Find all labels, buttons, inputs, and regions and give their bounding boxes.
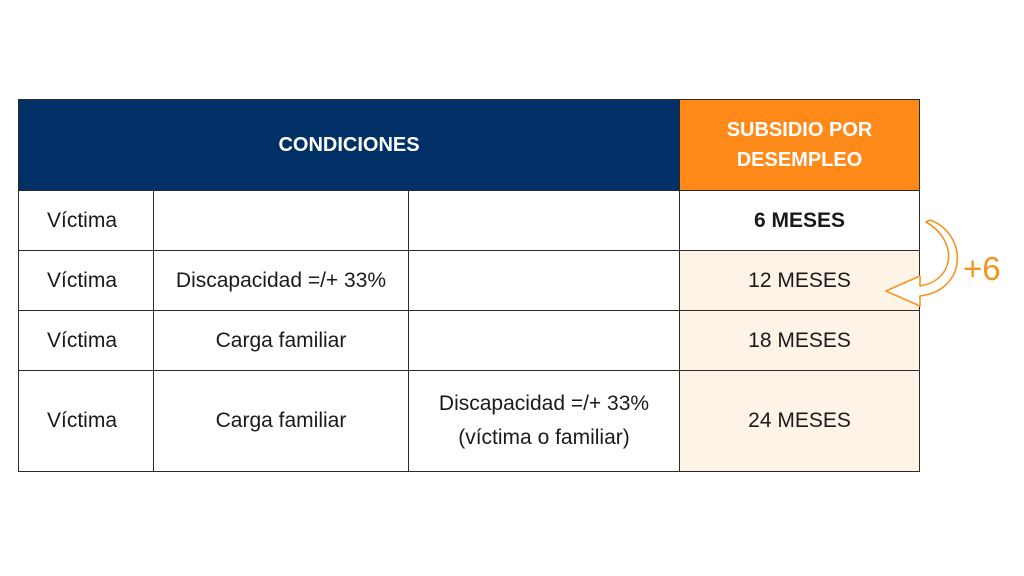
condition-cell-1: Víctima <box>19 371 154 472</box>
table-header-row <box>19 100 920 191</box>
condition-cell-3-line1: Discapacidad =/+ 33% <box>438 392 650 415</box>
subsidy-table-container <box>18 99 920 472</box>
table-row <box>19 311 920 371</box>
increment-annotation: +6 <box>963 250 1001 287</box>
condition-cell-2: Carga familiar <box>154 311 409 371</box>
subsidy-value-cell: 6 MESES <box>680 191 920 251</box>
subsidy-table <box>18 99 920 472</box>
condition-cell-3 <box>409 191 680 251</box>
subsidy-value-cell: 12 MESES <box>680 251 920 311</box>
table-row <box>19 371 920 472</box>
condition-cell-1: Víctima <box>19 311 154 371</box>
table-row <box>19 191 920 251</box>
subsidy-header-line2: DESEMPLEO <box>736 149 863 171</box>
subsidy-value-cell: 18 MESES <box>680 311 920 371</box>
condition-cell-1: Víctima <box>19 191 154 251</box>
conditions-header: CONDICIONES <box>19 100 680 191</box>
subsidy-header-line1: SUBSIDIO POR <box>726 119 873 141</box>
condition-cell-2 <box>154 191 409 251</box>
condition-cell-3 <box>409 371 680 472</box>
subsidy-header <box>680 100 920 191</box>
condition-cell-1: Víctima <box>19 251 154 311</box>
curved-arrow-icon <box>880 218 960 310</box>
subsidy-value-cell: 24 MESES <box>680 371 920 472</box>
condition-cell-3 <box>409 251 680 311</box>
table-row <box>19 251 920 311</box>
condition-cell-2: Carga familiar <box>154 371 409 472</box>
condition-cell-3-lines <box>409 387 679 455</box>
condition-cell-3 <box>409 311 680 371</box>
condition-cell-3-line2: (víctima o familiar) <box>458 426 630 449</box>
condition-cell-2: Discapacidad =/+ 33% <box>154 251 409 311</box>
